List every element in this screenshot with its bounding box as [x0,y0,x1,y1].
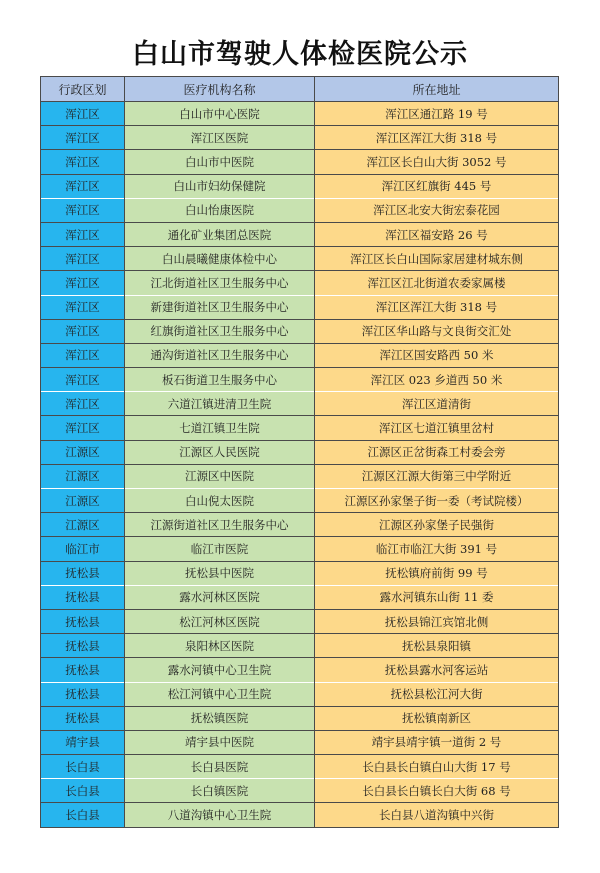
table-row [41,416,559,440]
district-cell: 浑江区 [41,392,125,416]
district-cell: 浑江区 [41,102,125,126]
district-cell: 抚松县 [41,706,125,730]
table-row [41,730,559,754]
address-cell: 靖宇县靖宇镇一道街 2 号 [315,730,559,754]
page-title: 白山市驾驶人体检医院公示 [132,39,468,70]
institution-name-cell: 通化矿业集团总医院 [125,222,315,246]
institution-name-cell: 白山市妇幼保健院 [125,174,315,198]
address-cell: 长白县长白镇白山大街 17 号 [315,755,559,779]
address-cell: 临江市临江大街 391 号 [315,537,559,561]
table-row [41,295,559,319]
institution-name-cell: 长白县医院 [125,755,315,779]
institution-name-cell: 白山晨曦健康体检中心 [125,247,315,271]
institution-name-cell: 板石街道卫生服务中心 [125,368,315,392]
institution-name-cell: 抚松镇医院 [125,706,315,730]
table-row [41,706,559,730]
address-cell: 露水河镇东山街 11 委 [315,585,559,609]
district-cell: 浑江区 [41,247,125,271]
district-cell: 抚松县 [41,561,125,585]
institution-name-cell: 松江河林区医院 [125,609,315,633]
district-cell: 浑江区 [41,271,125,295]
table-row [41,755,559,779]
district-cell: 抚松县 [41,585,125,609]
table-row [41,609,559,633]
table-row [41,174,559,198]
institution-name-cell: 通沟街道社区卫生服务中心 [125,343,315,367]
address-cell: 浑江区福安路 26 号 [315,222,559,246]
address-cell: 抚松县松江河大街 [315,682,559,706]
institution-name-cell: 八道沟镇中心卫生院 [125,803,315,827]
address-cell: 江源区江源大街第三中学附近 [315,464,559,488]
district-cell: 长白县 [41,779,125,803]
address-cell: 抚松县露水河客运站 [315,658,559,682]
district-cell: 抚松县 [41,658,125,682]
district-cell: 浑江区 [41,198,125,222]
district-cell: 浑江区 [41,416,125,440]
address-cell: 浑江区国安路西 50 米 [315,343,559,367]
table-row [41,198,559,222]
institution-name-cell: 靖宇县中医院 [125,730,315,754]
district-cell: 抚松县 [41,609,125,633]
institution-name-cell: 白山怡康医院 [125,198,315,222]
table-row [41,513,559,537]
district-cell: 抚松县 [41,682,125,706]
address-cell: 浑江区红旗街 445 号 [315,174,559,198]
address-cell: 抚松镇府前街 99 号 [315,561,559,585]
institution-name-cell: 露水河林区医院 [125,585,315,609]
table-row [41,779,559,803]
institution-name-cell: 长白镇医院 [125,779,315,803]
table-row [41,392,559,416]
table-row [41,222,559,246]
institution-name-cell: 抚松县中医院 [125,561,315,585]
table-row [41,561,559,585]
institution-name-cell: 松江河镇中心卫生院 [125,682,315,706]
address-cell: 抚松县锦江宾馆北侧 [315,609,559,633]
district-cell: 靖宇县 [41,730,125,754]
district-cell: 浑江区 [41,150,125,174]
institution-name-cell: 江源街道社区卫生服务中心 [125,513,315,537]
institution-name-cell: 白山市中医院 [125,150,315,174]
table-header-row [41,77,559,102]
table-row [41,102,559,126]
table-row [41,658,559,682]
table-row [41,464,559,488]
district-cell: 抚松县 [41,634,125,658]
address-cell: 浑江区长白山国际家居建材城东侧 [315,247,559,271]
institution-name-cell: 红旗街道社区卫生服务中心 [125,319,315,343]
address-cell: 浑江区江北街道农委家属楼 [315,271,559,295]
address-cell: 抚松镇南新区 [315,706,559,730]
address-cell: 浑江区七道江镇里岔村 [315,416,559,440]
district-cell: 浑江区 [41,368,125,392]
district-cell: 长白县 [41,755,125,779]
district-cell: 临江市 [41,537,125,561]
institution-name-cell: 临江市医院 [125,537,315,561]
table-row [41,489,559,513]
address-cell: 浑江区浑江大街 318 号 [315,126,559,150]
table-row [41,343,559,367]
table-row [41,682,559,706]
district-cell: 浑江区 [41,222,125,246]
table-row [41,537,559,561]
address-cell: 江源区正岔街森工村委会旁 [315,440,559,464]
district-cell: 江源区 [41,513,125,537]
district-cell: 浑江区 [41,319,125,343]
table-row [41,271,559,295]
institution-name-cell: 江北街道社区卫生服务中心 [125,271,315,295]
institution-name-cell: 江源区人民医院 [125,440,315,464]
institution-name-cell: 白山市中心医院 [125,102,315,126]
column-header-address: 所在地址 [315,77,559,102]
column-header-institution: 医疗机构名称 [125,77,315,102]
table-row [41,368,559,392]
institution-name-cell: 白山倪太医院 [125,489,315,513]
table-row [41,634,559,658]
district-cell: 浑江区 [41,126,125,150]
address-cell: 浑江区华山路与文良街交汇处 [315,319,559,343]
table-row [41,319,559,343]
institution-name-cell: 露水河镇中心卫生院 [125,658,315,682]
institution-name-cell: 江源区中医院 [125,464,315,488]
hospital-table [40,76,559,828]
institution-name-cell: 七道江镇卫生院 [125,416,315,440]
institution-name-cell: 新建街道社区卫生服务中心 [125,295,315,319]
table-row [41,440,559,464]
address-cell: 浑江区道清街 [315,392,559,416]
table-row [41,247,559,271]
address-cell: 浑江区北安大街宏泰花园 [315,198,559,222]
district-cell: 江源区 [41,489,125,513]
table-row [41,803,559,827]
institution-name-cell: 浑江区医院 [125,126,315,150]
address-cell: 江源区孙家堡子民强街 [315,513,559,537]
table-row [41,126,559,150]
address-cell: 长白县八道沟镇中兴街 [315,803,559,827]
institution-name-cell: 六道江镇进清卫生院 [125,392,315,416]
column-header-district: 行政区划 [41,77,125,102]
institution-name-cell: 泉阳林区医院 [125,634,315,658]
address-cell: 浑江区 023 乡道西 50 米 [315,368,559,392]
table-row [41,150,559,174]
district-cell: 浑江区 [41,295,125,319]
address-cell: 抚松县泉阳镇 [315,634,559,658]
table-row [41,585,559,609]
district-cell: 江源区 [41,464,125,488]
address-cell: 长白县长白镇长白大街 68 号 [315,779,559,803]
district-cell: 浑江区 [41,174,125,198]
address-cell: 浑江区通江路 19 号 [315,102,559,126]
district-cell: 浑江区 [41,343,125,367]
district-cell: 长白县 [41,803,125,827]
district-cell: 江源区 [41,440,125,464]
address-cell: 浑江区长白山大街 3052 号 [315,150,559,174]
address-cell: 浑江区浑江大街 318 号 [315,295,559,319]
address-cell: 江源区孙家堡子街一委（考试院楼） [315,489,559,513]
